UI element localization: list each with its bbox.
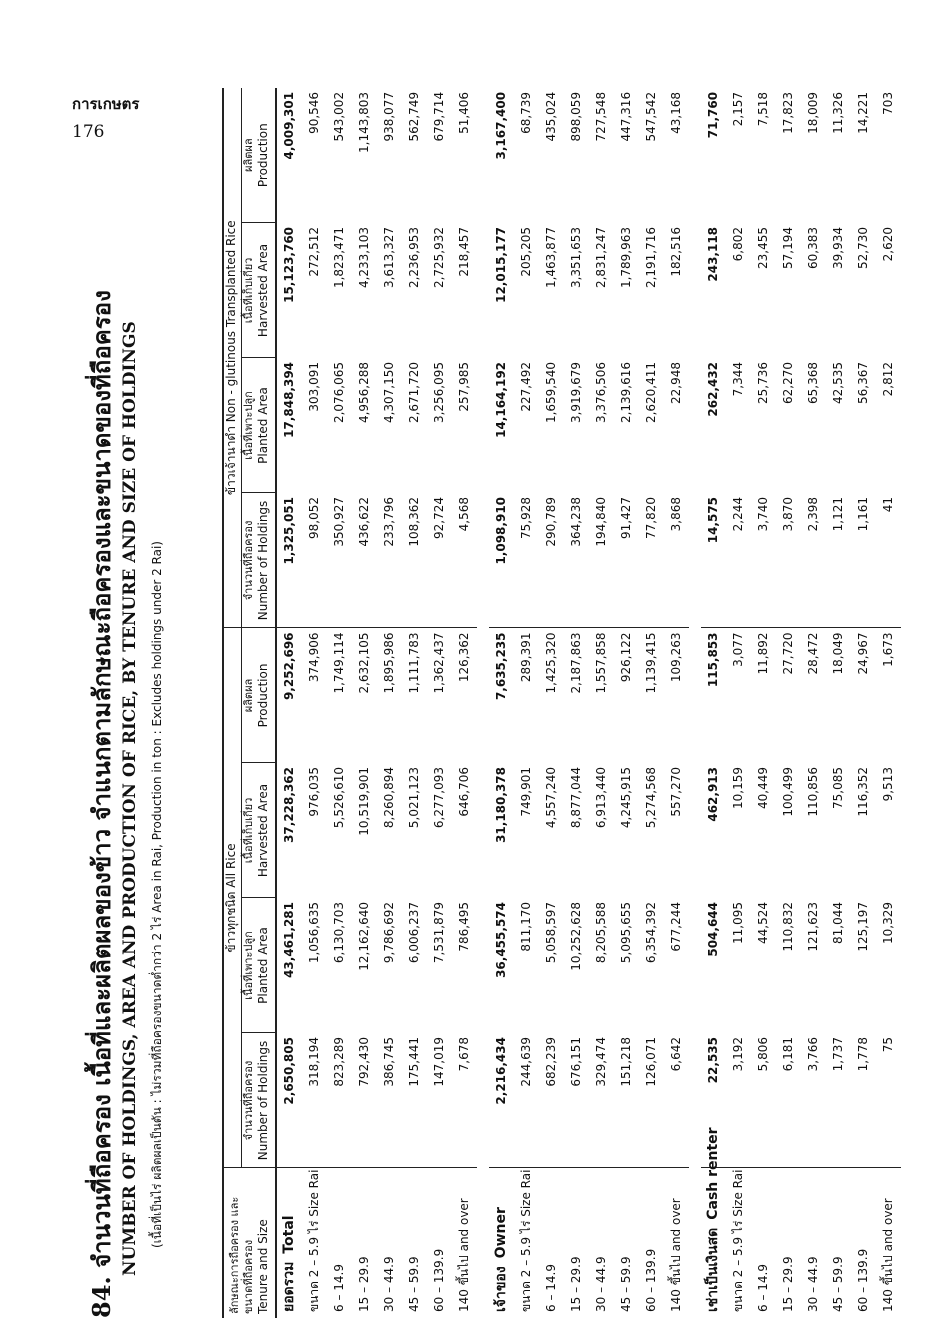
- total-cell: 1,325,051: [276, 493, 302, 628]
- data-cell: 244,639: [514, 1033, 539, 1168]
- data-cell: 3,256,095: [432, 361, 447, 424]
- rotated-table-page: [72, 88, 896, 1318]
- data-cell: 2,831,247: [594, 226, 609, 289]
- data-cell: 2,157: [731, 91, 746, 127]
- section-total-row: [489, 88, 514, 1318]
- row-label: ขนาด 2 – 5.9 ไร่ Size Rai: [306, 1169, 321, 1312]
- data-cell: 823,289: [327, 1033, 352, 1168]
- data-cell: 100,499: [781, 767, 796, 817]
- table-body: [276, 88, 901, 1318]
- total-cell: 36,455,574: [494, 902, 509, 978]
- data-cell: 2,191,716: [644, 226, 659, 289]
- table-row: [851, 88, 876, 1318]
- data-cell: 2,620: [881, 226, 896, 262]
- data-cell: 1,111,783: [407, 632, 422, 694]
- data-cell: 792,430: [352, 1033, 377, 1168]
- data-cell: 3,740: [751, 493, 776, 628]
- data-cell: 10,329: [881, 902, 896, 944]
- row-label: 140 ขึ้นไป and over: [456, 1198, 471, 1312]
- data-cell: 4,956,288: [357, 361, 372, 424]
- row-label: 45 – 59.9: [831, 1256, 846, 1312]
- col-planted-2-thai: เนื้อที่เพาะปลูก: [242, 391, 255, 460]
- data-cell: 3,192: [726, 1033, 751, 1168]
- data-cell: 6,354,392: [644, 902, 659, 964]
- data-cell: 679,714: [432, 91, 447, 142]
- data-cell: 10,159: [731, 767, 746, 809]
- data-cell: 5,058,597: [544, 902, 559, 964]
- data-cell: 4,233,103: [357, 226, 372, 289]
- data-cell: 1,425,320: [544, 632, 559, 694]
- col-production-2: [242, 88, 276, 223]
- group-non-glutinous: ข้าวเจ้านาดำ Non - glutinous Transplanted Rice: [223, 88, 242, 628]
- data-cell: 1,139,415: [644, 632, 659, 694]
- data-cell: 125,197: [856, 902, 871, 952]
- data-cell: 2,620,411: [644, 361, 659, 424]
- data-cell: 12,162,640: [357, 902, 372, 971]
- col-harvested-2: [242, 223, 276, 358]
- row-label: 140 ขึ้นไป and over: [668, 1198, 683, 1312]
- data-cell: 7,344: [731, 361, 746, 397]
- data-cell: 42,535: [831, 361, 846, 404]
- data-cell: 151,218: [614, 1033, 639, 1168]
- data-cell: 110,832: [781, 902, 796, 952]
- data-cell: 2,139,616: [619, 361, 634, 424]
- table-row: [751, 88, 776, 1318]
- table-row: [614, 88, 639, 1318]
- table-row: [801, 88, 826, 1318]
- section-label-thai: ยอดรวม: [281, 1261, 298, 1312]
- section-spacer: [689, 88, 701, 1318]
- row-label: ขนาด 2 – 5.9 ไร่ Size Rai: [518, 1169, 533, 1312]
- total-cell: 115,853: [706, 632, 721, 688]
- data-cell: 3,870: [776, 493, 801, 628]
- data-cell: 386,745: [377, 1033, 402, 1168]
- tenure-header-en: Tenure and Size: [255, 1219, 270, 1314]
- col-holdings-thai: จำนวนที่ถือครอง: [242, 1060, 255, 1141]
- row-label: 60 – 139.9: [856, 1248, 871, 1312]
- data-cell: 39,934: [831, 226, 846, 269]
- data-cell: 116,352: [856, 767, 871, 817]
- data-cell: 2,632,105: [357, 632, 372, 694]
- col-harvested-en: Harvested Area: [255, 783, 270, 878]
- data-cell: 52,730: [856, 226, 871, 269]
- col-planted-2: [242, 358, 276, 493]
- group-all-rice: ข้าวทุกชนิด All Rice: [223, 628, 242, 1168]
- data-cell: 1,161: [851, 493, 876, 628]
- col-production-thai: ผลิตผล: [242, 678, 255, 713]
- section-label-en: Cash renter: [705, 1127, 722, 1220]
- total-cell: 243,118: [706, 226, 721, 282]
- table-row: [726, 88, 751, 1318]
- spacer-cell: [477, 88, 489, 1318]
- data-cell: 182,516: [669, 226, 684, 277]
- col-harvested: [242, 763, 276, 898]
- data-cell: 1,463,877: [544, 226, 559, 289]
- table-row: [377, 88, 402, 1318]
- data-cell: 7,531,879: [432, 902, 447, 964]
- data-cell: 10,519,901: [357, 767, 372, 836]
- data-cell: 677,244: [669, 902, 684, 952]
- data-cell: 435,024: [544, 91, 559, 142]
- data-cell: 108,362: [402, 493, 427, 628]
- data-cell: 5,095,655: [619, 902, 634, 964]
- data-cell: 227,492: [519, 361, 534, 412]
- table-row: [452, 88, 477, 1318]
- data-cell: 121,623: [806, 902, 821, 952]
- data-cell: 218,457: [457, 226, 472, 277]
- data-table-area: [222, 88, 901, 1318]
- data-cell: 91,427: [614, 493, 639, 628]
- data-cell: 6,913,440: [594, 767, 609, 829]
- data-cell: 2,244: [726, 493, 751, 628]
- data-cell: 1,557,858: [594, 632, 609, 694]
- table-row: [589, 88, 614, 1318]
- data-cell: 4,307,150: [382, 361, 397, 424]
- data-cell: 562,749: [407, 91, 422, 142]
- data-cell: 7,518: [756, 91, 771, 127]
- data-cell: 811,170: [519, 902, 534, 952]
- data-cell: 41: [876, 493, 901, 628]
- row-label: 6 – 14.9: [332, 1264, 347, 1312]
- data-cell: 318,194: [302, 1033, 327, 1168]
- data-cell: 727,548: [594, 91, 609, 142]
- section-total-row: [701, 88, 726, 1318]
- data-cell: 60,383: [806, 226, 821, 269]
- data-cell: 1,143,803: [357, 91, 372, 153]
- data-cell: 11,892: [756, 632, 771, 675]
- row-label: 30 – 44.9: [806, 1256, 821, 1312]
- total-cell: 2,216,434: [489, 1033, 514, 1168]
- data-cell: 2,236,953: [407, 226, 422, 289]
- data-cell: 6,802: [731, 226, 746, 262]
- row-label: 60 – 139.9: [432, 1248, 447, 1312]
- total-cell: 22,535: [701, 1033, 726, 1168]
- data-cell: 75: [876, 1033, 901, 1168]
- data-cell: 557,270: [669, 767, 684, 817]
- data-cell: 109,263: [669, 632, 684, 683]
- data-cell: 18,009: [806, 91, 821, 134]
- data-cell: 976,035: [307, 767, 322, 817]
- data-cell: 8,260,894: [382, 767, 397, 829]
- table-row: [402, 88, 427, 1318]
- data-cell: 1,737: [826, 1033, 851, 1168]
- data-cell: 2,187,863: [569, 632, 584, 694]
- data-cell: 44,524: [756, 902, 771, 944]
- table-row: [664, 88, 689, 1318]
- total-cell: 15,123,760: [282, 226, 297, 303]
- data-cell: 110,856: [806, 767, 821, 817]
- col-production-2-en: Production: [255, 123, 270, 188]
- data-cell: 749,901: [519, 767, 534, 817]
- col-harvested-2-thai: เนื้อที่เก็บเกี่ยว: [242, 257, 255, 324]
- col-holdings: [242, 1033, 276, 1168]
- data-cell: 436,622: [352, 493, 377, 628]
- col-harvested-2-en: Harvested Area: [255, 243, 270, 338]
- total-cell: 17,848,394: [282, 361, 297, 438]
- data-cell: 938,077: [382, 91, 397, 142]
- section-title: การเกษตร: [72, 95, 140, 113]
- data-cell: 65,368: [806, 361, 821, 404]
- row-label: 30 – 44.9: [594, 1256, 609, 1312]
- total-cell: 9,252,696: [282, 632, 297, 701]
- data-cell: 11,326: [831, 91, 846, 134]
- data-cell: 9,513: [881, 767, 896, 802]
- data-cell: 25,736: [756, 361, 771, 404]
- data-cell: 786,495: [457, 902, 472, 952]
- col-production: [242, 628, 276, 763]
- col-holdings-2-en: Number of Holdings: [255, 500, 270, 621]
- data-cell: 7,678: [452, 1033, 477, 1168]
- data-cell: 290,789: [539, 493, 564, 628]
- data-cell: 92,724: [427, 493, 452, 628]
- data-cell: 1,673: [881, 632, 896, 667]
- data-cell: 303,091: [307, 361, 322, 412]
- data-cell: 2,398: [801, 493, 826, 628]
- data-cell: 233,796: [377, 493, 402, 628]
- col-planted-2-en: Planted Area: [255, 387, 270, 464]
- col-production-2-thai: ผลิตผล: [242, 138, 255, 172]
- data-cell: 447,316: [619, 91, 634, 142]
- data-cell: 3,376,506: [594, 361, 609, 424]
- data-cell: 6,277,093: [432, 767, 447, 829]
- data-cell: 3,077: [731, 632, 746, 667]
- total-cell: 2,650,805: [276, 1033, 302, 1168]
- data-cell: 364,238: [564, 493, 589, 628]
- data-cell: 6,130,703: [332, 902, 347, 964]
- total-cell: 12,015,177: [494, 226, 509, 303]
- unit-note: (เนื้อที่เป็นไร่ ผลิตผลเป็นตัน : ไม่รวมที่ถือครองขนาดต่ำกว่า 2 ไร่ Area in Rai, Production in ton : Excludes holdings under 2 Rai): [150, 541, 164, 1248]
- data-cell: 6,181: [776, 1033, 801, 1168]
- table-row: [427, 88, 452, 1318]
- data-cell: 126,362: [457, 632, 472, 683]
- row-label: 30 – 44.9: [382, 1256, 397, 1312]
- data-cell: 329,474: [589, 1033, 614, 1168]
- data-cell: 3,919,679: [569, 361, 584, 424]
- table-row: [826, 88, 851, 1318]
- total-cell: 504,644: [706, 902, 721, 957]
- data-cell: 14,221: [856, 91, 871, 134]
- data-cell: 289,391: [519, 632, 534, 683]
- total-cell: 7,635,235: [494, 632, 509, 701]
- data-cell: 3,351,653: [569, 226, 584, 289]
- row-label: 15 – 29.9: [569, 1256, 584, 1312]
- col-holdings-en: Number of Holdings: [255, 1040, 270, 1161]
- data-cell: 703: [881, 91, 896, 115]
- data-cell: 543,002: [332, 91, 347, 142]
- data-cell: 926,122: [619, 632, 634, 683]
- data-cell: 4,557,240: [544, 767, 559, 829]
- data-cell: 8,877,044: [569, 767, 584, 829]
- tenure-header-thai: ลักษณะการถือครอง และขนาดที่ถือครอง: [228, 1196, 255, 1314]
- data-cell: 23,455: [756, 226, 771, 269]
- data-cell: 3,766: [801, 1033, 826, 1168]
- section-label: [489, 1168, 514, 1318]
- table-row: [352, 88, 377, 1318]
- data-cell: 205,205: [519, 226, 534, 277]
- data-cell: 75,085: [831, 767, 846, 809]
- data-cell: 77,820: [639, 493, 664, 628]
- title-english: NUMBER OF HOLDINGS, AREA AND PRODUCTION OF RICE, BY TENURE AND SIZE OF HOLDINGS: [120, 321, 140, 1276]
- col-holdings-2-thai: จำนวนที่ถือครอง: [242, 520, 255, 601]
- rice-holdings-table: [222, 88, 901, 1318]
- data-cell: 18,049: [831, 632, 846, 675]
- data-cell: 9,786,692: [382, 902, 397, 964]
- col-holdings-2: [242, 493, 276, 628]
- data-cell: 147,019: [427, 1033, 452, 1168]
- col-planted-en: Planted Area: [255, 927, 270, 1004]
- data-cell: 1,056,635: [307, 902, 322, 964]
- table-titles: [72, 88, 184, 1318]
- total-cell: 71,760: [706, 91, 721, 139]
- data-cell: 1,823,471: [332, 226, 347, 289]
- section-spacer: [477, 88, 489, 1318]
- data-cell: 4,245,915: [619, 767, 634, 829]
- col-planted: [242, 898, 276, 1033]
- row-label: 15 – 29.9: [357, 1256, 372, 1312]
- data-cell: 6,642: [664, 1033, 689, 1168]
- section-label-thai: เจ้าของ: [493, 1266, 510, 1312]
- section-label: [701, 1127, 726, 1318]
- data-cell: 2,671,720: [407, 361, 422, 424]
- total-cell: 14,164,192: [494, 361, 509, 438]
- data-cell: 10,252,628: [569, 902, 584, 971]
- data-cell: 81,044: [831, 902, 846, 944]
- data-cell: 17,823: [781, 91, 796, 134]
- data-cell: 5,274,568: [644, 767, 659, 829]
- data-cell: 75,928: [514, 493, 539, 628]
- data-cell: 257,985: [457, 361, 472, 412]
- table-row: [327, 88, 352, 1318]
- data-cell: 1,778: [851, 1033, 876, 1168]
- table-row: [876, 88, 901, 1318]
- table-row: [564, 88, 589, 1318]
- row-label: 45 – 59.9: [407, 1256, 422, 1312]
- data-cell: 8,205,588: [594, 902, 609, 964]
- title-thai: 84. จำนวนที่ถือครอง เนื้อที่และผลิตผลของข้าว จำแนกตามลักษณะถือครองและขนาดของที่ถือครอง: [87, 290, 116, 1318]
- total-cell: 1,098,910: [489, 493, 514, 628]
- tenure-header: [223, 1168, 276, 1318]
- data-cell: 98,052: [302, 493, 327, 628]
- data-cell: 3,868: [664, 493, 689, 628]
- row-label: 60 – 139.9: [644, 1248, 659, 1312]
- page-number: 176: [72, 121, 105, 142]
- row-label: ขนาด 2 – 5.9 ไร่ Size Rai: [730, 1169, 745, 1312]
- section-label-en: Owner: [493, 1207, 510, 1259]
- data-cell: 547,542: [644, 91, 659, 142]
- data-cell: 5,806: [751, 1033, 776, 1168]
- data-cell: 5,526,610: [332, 767, 347, 829]
- total-cell: 3,167,400: [494, 91, 509, 160]
- data-cell: 194,840: [589, 493, 614, 628]
- section-label-thai: เช่าเป็นเงินสด: [705, 1227, 722, 1312]
- data-cell: 350,927: [327, 493, 352, 628]
- data-cell: 175,441: [402, 1033, 427, 1168]
- row-label: 140 ขึ้นไป and over: [880, 1198, 895, 1312]
- table-row: [302, 88, 327, 1318]
- data-cell: 374,906: [307, 632, 322, 683]
- col-production-en: Production: [255, 663, 270, 728]
- data-cell: 898,059: [569, 91, 584, 142]
- data-cell: 1,789,963: [619, 226, 634, 289]
- data-cell: 3,613,327: [382, 226, 397, 289]
- data-cell: 6,006,237: [407, 902, 422, 964]
- data-cell: 57,194: [781, 226, 796, 269]
- total-cell: 37,228,362: [282, 767, 297, 843]
- table-row: [776, 88, 801, 1318]
- row-label: 6 – 14.9: [544, 1264, 559, 1312]
- data-cell: 51,406: [457, 91, 472, 134]
- col-planted-thai: เนื้อที่เพาะปลูก: [242, 931, 255, 1000]
- data-cell: 272,512: [307, 226, 322, 277]
- data-cell: 40,449: [756, 767, 771, 809]
- table-row: [514, 88, 539, 1318]
- col-harvested-thai: เนื้อที่เก็บเกี่ยว: [242, 797, 255, 864]
- total-cell: 462,913: [706, 767, 721, 822]
- row-label: 45 – 59.9: [619, 1256, 634, 1312]
- data-cell: 2,076,065: [332, 361, 347, 424]
- data-cell: 5,021,123: [407, 767, 422, 829]
- section-label: [276, 1168, 302, 1318]
- data-cell: 2,812: [881, 361, 896, 397]
- data-cell: 43,168: [669, 91, 684, 134]
- total-cell: 31,180,378: [494, 767, 509, 843]
- data-cell: 90,546: [307, 91, 322, 134]
- data-cell: 126,071: [639, 1033, 664, 1168]
- data-cell: 56,367: [856, 361, 871, 404]
- table-row: [639, 88, 664, 1318]
- table-row: [539, 88, 564, 1318]
- section-total-row: [276, 88, 302, 1318]
- data-cell: 24,967: [856, 632, 871, 675]
- data-cell: 28,472: [806, 632, 821, 675]
- spacer-cell: [689, 88, 701, 1318]
- row-label: 6 – 14.9: [756, 1264, 771, 1312]
- data-cell: 1,121: [826, 493, 851, 628]
- data-cell: 2,725,932: [432, 226, 447, 289]
- data-cell: 4,568: [452, 493, 477, 628]
- data-cell: 1,895,986: [382, 632, 397, 694]
- data-cell: 1,362,437: [432, 632, 447, 694]
- data-cell: 676,151: [564, 1033, 589, 1168]
- total-cell: 43,461,281: [282, 902, 297, 978]
- data-cell: 22,948: [669, 361, 684, 404]
- data-cell: 11,095: [731, 902, 746, 944]
- data-cell: 1,749,114: [332, 632, 347, 694]
- data-cell: 27,720: [781, 632, 796, 675]
- section-label-en: Total: [281, 1215, 298, 1254]
- data-cell: 62,270: [781, 361, 796, 404]
- total-cell: 262,432: [706, 361, 721, 417]
- total-cell: 4,009,301: [282, 91, 297, 160]
- data-cell: 646,706: [457, 767, 472, 817]
- row-label: 15 – 29.9: [781, 1256, 796, 1312]
- data-cell: 68,739: [519, 91, 534, 134]
- data-cell: 682,239: [539, 1033, 564, 1168]
- total-cell: 14,575: [701, 493, 726, 628]
- data-cell: 1,659,540: [544, 361, 559, 424]
